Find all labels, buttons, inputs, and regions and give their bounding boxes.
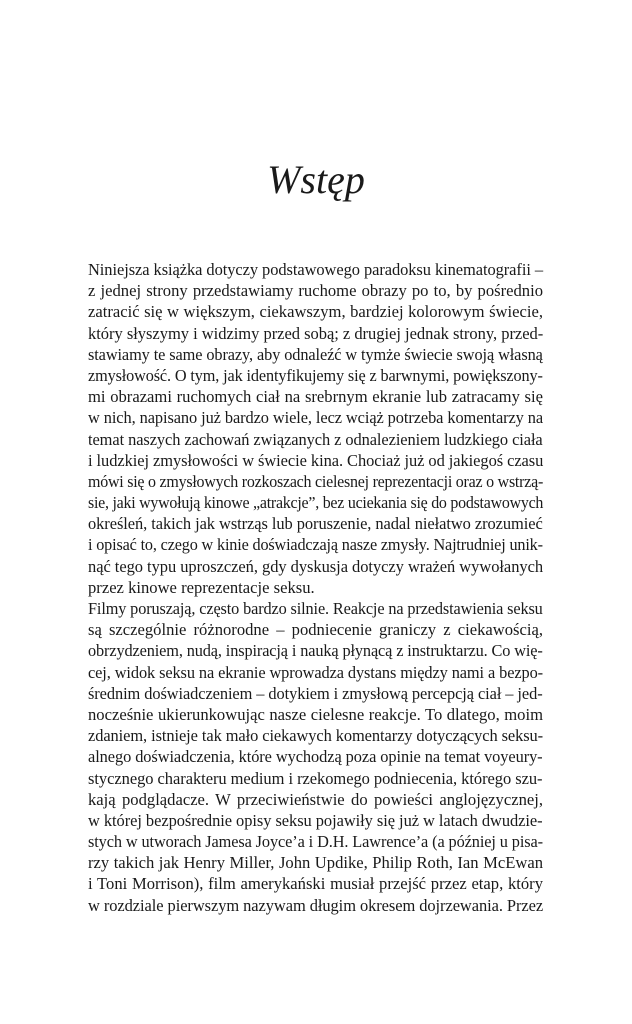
text-line: i Toni Morrison), film amerykański musiał przejść przez etap, który — [88, 874, 543, 894]
text-line: zmysłowość. O tym, jak identyfikujemy się z barwnymi, powiększony- — [88, 365, 543, 385]
text-line: stycznego charakteru medium i rzekomego podniecenia, którego szu- — [88, 768, 543, 788]
text-line: mi obrazami ruchomych ciał na srebrnym ekranie lub zatracamy się — [88, 387, 543, 407]
text-line: w nich, napisano już bardzo wiele, lecz wciąż potrzeba komentarzy na — [88, 408, 544, 428]
text-line: i ludzkiej zmysłowości w świecie kina. Chociaż już od jakiegoś czasu — [88, 450, 544, 470]
text-line: stych w utworach Jamesa Joyce’a i D.H. Lawrence’a (a później u pisa- — [88, 832, 543, 852]
text-line: w rozdziale pierwszym nazywam długim okresem dojrzewania. Przez — [88, 895, 544, 915]
text-line: obrzydzeniem, nudą, inspiracją i nauką płynącą z instruktarzu. Co wię- — [88, 641, 543, 661]
text-line: temat naszych zachowań związanych z odnalezieniem ludzkiego ciała — [88, 429, 543, 449]
text-line: i opisać to, czego w kinie doświadczają nasze zmysły. Najtrudniej unik- — [88, 535, 543, 555]
text-line: w której bezpośrednie opisy seksu pojawiły się już w latach dwudzie- — [88, 810, 543, 830]
text-line: zatracić się w większym, ciekawszym, bardziej kolorowym świecie, — [88, 302, 543, 322]
text-line: są szczególnie różnorodne – podniecenie graniczy z ciekawością, — [88, 620, 543, 640]
text-line: cej, widok seksu na ekranie wprowadza dystans między nami a bezpo- — [88, 662, 543, 682]
text-line: Niniejsza książka dotyczy podstawowego paradoksu kinematografii – — [88, 260, 544, 279]
text-line: zdaniem, istnieje tak mało ciekawych komentarzy dotyczących seksu- — [88, 726, 544, 746]
text-line: określeń, takich jak wstrząs lub poruszenie, nadal niełatwo zrozumieć — [88, 514, 543, 534]
text-line: stawiamy te same obrazy, aby odnaleźć w tymże świecie swoją własną — [88, 344, 543, 364]
text-line: nocześnie ukierunkowując nasze cielesne reakcje. To dlatego, moim — [88, 704, 543, 724]
text-line: sie, jaki wywołują kinowe „atrakcje”, bez uciekania się do podstawowych — [88, 493, 544, 513]
text-line: rzy takich jak Henry Miller, John Updike, Philip Roth, Ian McEwan — [88, 853, 543, 873]
chapter-title: Wstęp — [267, 157, 365, 202]
text-line: który słyszymy i widzimy przed sobą; z drugiej jednak strony, przed- — [88, 323, 544, 343]
text-line: Filmy poruszają, często bardzo silnie. Reakcje na przedstawienia seksu — [88, 599, 543, 618]
text-line: mówi się o zmysłowych rozkoszach cielesnej reprezentacji oraz o wstrzą- — [88, 471, 544, 491]
text-line: kają podglądacze. W przeciwieństwie do powieści anglojęzycznej, — [88, 789, 543, 809]
text-line: alnego doświadczenia, które wychodzą poza opinie na temat voyeury- — [88, 747, 543, 767]
paragraph-1 — [88, 259, 543, 598]
text-line: średnim doświadczeniem – dotykiem i zmysłową percepcją ciał – jed- — [88, 683, 543, 703]
body-text — [88, 259, 543, 916]
text-line: z jednej strony przedstawiamy ruchome obrazy po to, by pośrednio — [88, 281, 543, 301]
paragraph-2 — [88, 598, 543, 916]
text-line: nąć tego typu uproszczeń, gdy dyskusja dotyczy wrażeń wywołanych — [88, 556, 544, 576]
text-line: przez kinowe reprezentacje seksu. — [88, 577, 315, 597]
